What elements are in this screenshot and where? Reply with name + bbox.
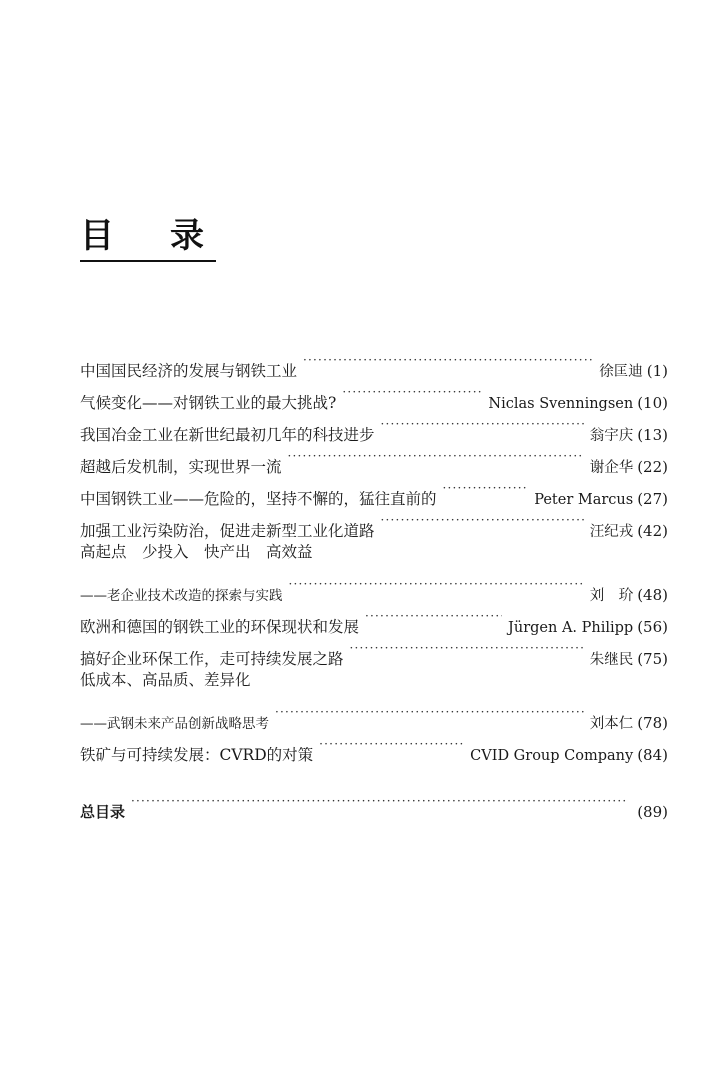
leader-dots (350, 632, 584, 664)
entry-page: (78) (637, 714, 668, 732)
entry-author: 刘本仁 (589, 716, 634, 732)
entry-title: 铁矿与可持续发展：CVRD的对策 (80, 746, 314, 764)
toc-entry-subtitle[interactable] (80, 568, 668, 604)
entry-subtitle: ——武钢未来产品创新战略思考 (80, 716, 269, 732)
entry-author: Niclas Svenningsen (488, 396, 634, 412)
entry-title: 高起点 少投入 快产出 高效益 (80, 543, 313, 561)
entry-page: (22) (637, 458, 668, 476)
entry-page: (42) (637, 522, 668, 540)
entry-title: 气候变化——对钢铁工业的最大挑战? (80, 394, 337, 412)
leader-dots (131, 785, 627, 817)
entry-page: (48) (637, 586, 668, 604)
entry-title: 超越后发机制，实现世界一流 (80, 458, 282, 476)
toc-heading (80, 212, 216, 260)
entry-page: (84) (637, 746, 668, 764)
leader-dots (381, 408, 584, 440)
entry-title: 欧洲和德国的钢铁工业的环保现状和发展 (80, 618, 360, 636)
leader-dots (443, 472, 529, 504)
toc-entry[interactable] (80, 344, 668, 380)
leader-dots (275, 696, 584, 728)
leader-dots (342, 376, 482, 408)
entry-author: 朱继民 (589, 652, 634, 668)
entry-page: (27) (637, 490, 668, 508)
entry-author: CVID Group Company (470, 748, 634, 764)
entry-author: 翁宇庆 (589, 428, 634, 444)
entry-page: (75) (637, 650, 668, 668)
entry-title: 加强工业污染防治，促进走新型工业化道路 (80, 522, 375, 540)
entry-title: 中国钢铁工业——危险的，坚持不懈的，猛往直前的 (80, 490, 437, 508)
heading-char-2: 录 (170, 216, 204, 256)
leader-dots (303, 344, 593, 376)
leader-dots (381, 504, 584, 536)
entry-author: 刘 玠 (589, 588, 634, 604)
toc-entry-subtitle[interactable] (80, 696, 668, 732)
leader-dots (319, 728, 464, 760)
entry-author: 谢企华 (589, 460, 634, 476)
entry-subtitle: ——老企业技术改造的探索与实践 (80, 588, 283, 604)
entry-author: 汪纪戎 (589, 524, 634, 540)
entry-page: (56) (637, 618, 668, 636)
heading-char-1: 目 (80, 216, 114, 256)
entry-author: Jürgen A. Philipp (508, 620, 634, 636)
entry-page: (1) (646, 362, 668, 380)
toc-entry-heading[interactable] (80, 664, 668, 696)
total-page: (89) (637, 803, 668, 821)
leader-dots (288, 440, 584, 472)
entry-author: 徐匡迪 (599, 364, 643, 380)
entry-title: 低成本、高品质、差异化 (80, 671, 251, 689)
entry-title: 我国冶金工业在新世纪最初几年的科技进步 (80, 426, 375, 444)
toc-total (80, 785, 668, 821)
total-title: 总目录 (80, 803, 126, 821)
toc-entry-total[interactable] (80, 785, 668, 821)
entry-page: (10) (637, 394, 668, 412)
entry-title: 搞好企业环保工作，走可持续发展之路 (80, 650, 344, 668)
entry-title: 中国国民经济的发展与钢铁工业 (80, 362, 298, 380)
leader-dots (365, 600, 502, 632)
leader-dots (289, 568, 584, 600)
heading-underline (80, 260, 216, 262)
toc-list (80, 344, 668, 764)
entry-page: (13) (637, 426, 668, 444)
entry-author: Peter Marcus (534, 492, 634, 508)
